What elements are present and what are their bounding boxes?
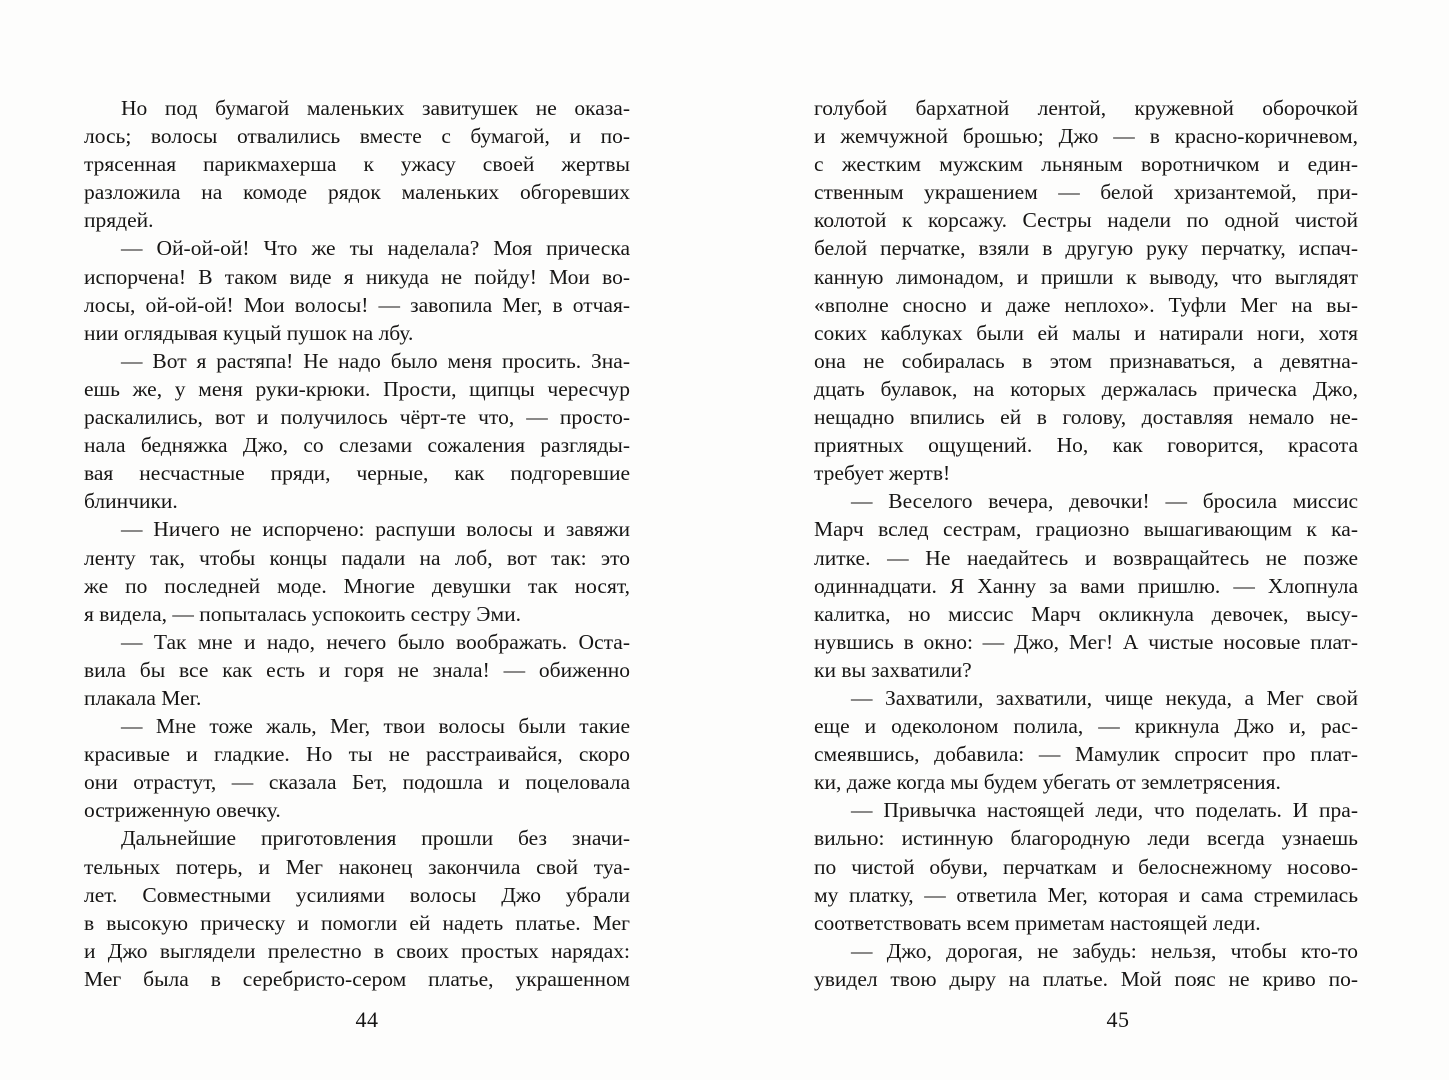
text-line: вила бы все как есть и горя не знала! — обиженно [84, 657, 630, 682]
text-line: — Привычка настоящей леди, что поделать. И пра- [851, 798, 1358, 823]
text-line: дцать булавок, на которых держалась прическа Джо, [814, 376, 1358, 401]
text-line: ешь же, у меня руки-крюки. Прости, щипцы чересчур [84, 376, 630, 401]
text-line: — Захватили, захватили, чище некуда, а Мег свой [851, 685, 1358, 710]
text-line: и Джо выглядели прелестно в своих простых нарядах: [84, 938, 630, 963]
text-line: лось; волосы отвалились вместе с бумагой, и по- [84, 124, 630, 149]
text-line: они отрастут, — сказала Бет, подошла и поцеловала [84, 770, 630, 795]
text-line: еще и одеколоном полила, — крикнула Джо и, рас- [814, 714, 1358, 739]
text-line: — Ничего не испорчено: распуши волосы и завяжи [121, 517, 630, 542]
text-line: литке. — Не наедайтесь и возвращайтесь не позже [814, 545, 1358, 570]
text-line: трясенная парикмахерша к ужасу своей жертвы [84, 152, 630, 177]
text-line: одиннадцати. Я Ханну за вами пришлю. — Хлопнула [814, 573, 1358, 598]
text-line: нии оглядывая куцый пушок на лбу. [84, 320, 414, 345]
text-line: я видела, — попыталась успокоить сестру Эми. [84, 601, 521, 626]
text-line: ственным украшением — белой хризантемой, при- [814, 180, 1358, 205]
text-line: и жемчужной брошью; Джо — в красно-коричневом, [814, 124, 1358, 149]
page-left [84, 0, 630, 1080]
text-line: Мег была в серебристо-сером платье, украшенном [84, 966, 630, 991]
text-line: Но под бумагой маленьких завитушек не оказа- [121, 96, 630, 120]
text-line: тельных потерь, и Мег наконец закончила свой туа- [84, 854, 630, 879]
text-line: белой перчатке, взяли в другую руку перчатку, испач- [814, 236, 1358, 261]
text-line: плакала Мег. [84, 685, 202, 710]
text-line: в высокую прическу и помогли ей надеть платье. Мег [84, 910, 630, 935]
text-line: — Ой-ой-ой! Что же ты наделала? Моя прическа [121, 236, 630, 261]
text-line: требует жертв! [814, 461, 951, 486]
text-line: калитка, но миссис Марч окликнула девочек, высу- [814, 601, 1358, 626]
text-line: — Мне тоже жаль, Мег, твои волосы были такие [121, 714, 630, 739]
text-line: остриженную овечку. [84, 798, 281, 823]
text-line: прядей. [84, 208, 154, 233]
page-right [814, 0, 1358, 1080]
page-left-text [84, 94, 630, 993]
text-line: раскалились, вот и получилось чёрт-те что, — просто- [84, 405, 630, 430]
page-right-text [814, 94, 1358, 993]
text-line: ки вы захватили? [814, 657, 972, 682]
text-line: она не собиралась в этом признаваться, а девятна- [814, 348, 1358, 373]
text-line: му платку, — ответила Мег, которая и сама стремилась [814, 882, 1358, 907]
text-line: увидел твою дыру на платье. Мой пояс не криво по- [814, 966, 1358, 991]
page-number-right: 45 [1106, 1007, 1130, 1032]
text-line: Марч вслед сестрам, грациозно вышагивающим к ка- [814, 517, 1358, 542]
text-line: приятных ощущений. Но, как говорится, красота [814, 433, 1358, 458]
text-line: нала бедняжка Джо, со слезами сожаления разгляды- [84, 433, 630, 458]
text-line: — Веселого вечера, девочки! — бросила миссис [851, 489, 1358, 514]
text-line: канную лимонадом, и пришли к выводу, что выглядят [814, 264, 1358, 289]
text-line: по чистой обуви, перчаткам и белоснежному носово- [814, 854, 1358, 879]
page-number-left: 44 [355, 1007, 379, 1032]
text-line: смеявшись, добавила: — Мамулик спросит про плат- [814, 742, 1358, 767]
text-line: Дальнейшие приготовления прошли без значи- [121, 826, 630, 851]
text-line: лосы, ой-ой-ой! Мои волосы! — завопила Мег, в отчая- [84, 292, 630, 317]
text-line: вая несчастные пряди, черные, как подгоревшие [84, 461, 630, 486]
text-line: нувшись в окно: — Джо, Мег! А чистые носовые плат- [814, 629, 1358, 654]
text-line: соответствовать всем приметам настоящей леди. [814, 910, 1261, 935]
text-line: ленту так, чтобы концы падали на лоб, вот так: это [84, 545, 630, 570]
text-line: — Вот я растяпа! Не надо было меня просить. Зна- [121, 348, 630, 373]
text-line: нещадно впились ей в голову, доставляя немало не- [814, 405, 1358, 430]
text-line: разложила на комоде рядок маленьких обгоревших [84, 180, 630, 205]
text-line: — Так мне и надо, нечего было воображать. Оста- [121, 629, 630, 654]
text-line: же по последней моде. Многие девушки так носят, [84, 573, 630, 598]
text-line: вильно: истинную благородную леди всегда узнаешь [814, 826, 1358, 851]
text-line: красивые и гладкие. Но ты не расстраивайся, скоро [84, 742, 630, 767]
text-line: колотой к корсажу. Сестры надели по одной чистой [814, 208, 1358, 233]
text-line: «вполне сносно и даже неплохо». Туфли Мег на вы- [814, 292, 1358, 317]
text-line: испорчена! В таком виде я никуда не пойду! Мои во- [84, 264, 630, 289]
text-line: ки, даже когда мы будем убегать от землетрясения. [814, 770, 1281, 795]
text-line: — Джо, дорогая, не забудь: нельзя, чтобы кто-то [851, 938, 1358, 963]
text-line: голубой бархатной лентой, кружевной оборочкой [814, 96, 1358, 120]
text-line: блинчики. [84, 489, 178, 514]
text-line: с жестким мужским льняным воротничком и един- [814, 152, 1358, 177]
text-line: лет. Совместными усилиями волосы Джо убрали [84, 882, 630, 907]
text-line: соких каблуках были ей малы и натирали ноги, хотя [814, 320, 1358, 345]
